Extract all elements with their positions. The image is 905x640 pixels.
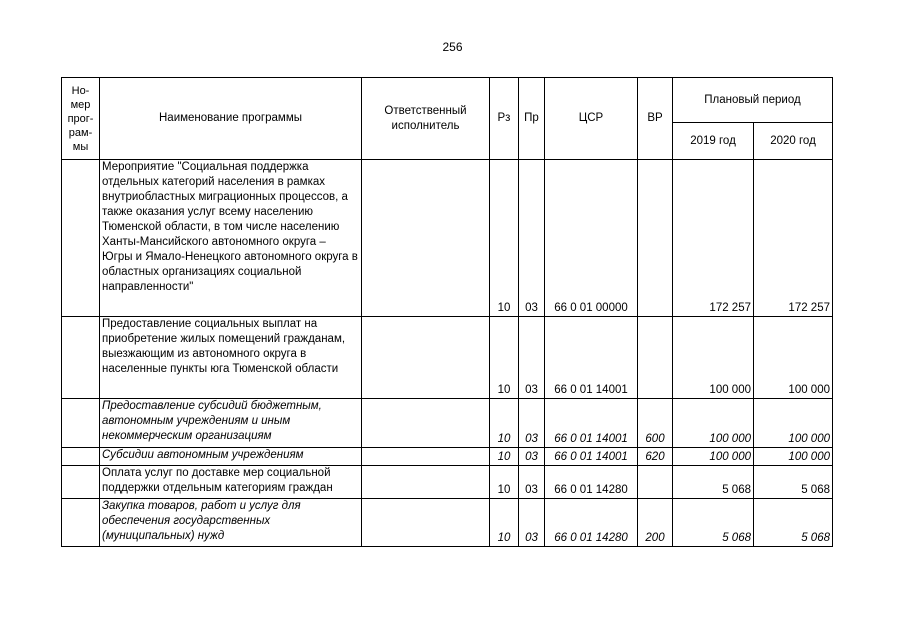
pr-cell: 03: [519, 399, 545, 448]
program-number-cell: [62, 448, 100, 466]
csr-cell: 66 0 01 14001: [545, 317, 638, 399]
pr-cell: 03: [519, 160, 545, 317]
table-row: [62, 317, 833, 399]
program-number-cell: [62, 466, 100, 499]
pr-cell: 03: [519, 317, 545, 399]
table-row: [62, 499, 833, 547]
header-program-name: Наименование программы: [100, 78, 362, 160]
vr-cell: 620: [638, 448, 673, 466]
vr-cell: [638, 466, 673, 499]
header-pr: Пр: [519, 78, 545, 160]
amount-2019: 100 000: [673, 317, 754, 399]
table-header: [62, 78, 833, 160]
vr-cell: 200: [638, 499, 673, 547]
program-name: Субсидии автономным учреждениям: [100, 448, 362, 466]
amount-2020: 5 068: [754, 499, 833, 547]
pr-cell: 03: [519, 466, 545, 499]
amount-2020: 100 000: [754, 448, 833, 466]
amount-2019: 5 068: [673, 499, 754, 547]
budget-table: [61, 77, 833, 547]
responsible-cell: [362, 317, 490, 399]
header-vr: ВР: [638, 78, 673, 160]
rz-cell: 10: [490, 399, 519, 448]
rz-cell: 10: [490, 160, 519, 317]
header-year-2020: 2020 год: [754, 123, 833, 160]
responsible-cell: [362, 399, 490, 448]
table-row: [62, 466, 833, 499]
header-year-2019: 2019 год: [673, 123, 754, 160]
header-program-number: Но- мер прог- рам- мы: [62, 78, 100, 160]
vr-cell: [638, 317, 673, 399]
csr-cell: 66 0 01 14280: [545, 466, 638, 499]
program-number-cell: [62, 499, 100, 547]
program-number-cell: [62, 399, 100, 448]
pr-cell: 03: [519, 448, 545, 466]
amount-2019: 100 000: [673, 399, 754, 448]
table-row: [62, 160, 833, 317]
csr-cell: 66 0 01 14001: [545, 399, 638, 448]
pr-cell: 03: [519, 499, 545, 547]
csr-cell: 66 0 01 14280: [545, 499, 638, 547]
rz-cell: 10: [490, 448, 519, 466]
program-name: Закупка товаров, работ и услуг для обеспечения государственных (муниципальных) нужд: [100, 499, 362, 547]
responsible-cell: [362, 448, 490, 466]
amount-2020: 100 000: [754, 399, 833, 448]
program-name: Предоставление субсидий бюджетным, автономным учреждениям и иным некоммерческим организациям: [100, 399, 362, 448]
rz-cell: 10: [490, 317, 519, 399]
amount-2020: 5 068: [754, 466, 833, 499]
program-name: Предоставление социальных выплат на приобретение жилых помещений гражданам, выезжающим из автономного округа в населенные пункты юга Тюменской области: [100, 317, 362, 399]
rz-cell: 10: [490, 466, 519, 499]
program-name: Мероприятие "Социальная поддержка отдельных категорий населения в рамках внутриобластных миграционных процессов, а также оказания услуг всему населению Тюменской области, в том числе населению Ханты-Мансийского автономного округа – Югры и Ямало-Ненецкого автономного округа в областных организациях социальной направленности": [100, 160, 362, 317]
header-planned-period: Плановый период: [673, 78, 833, 123]
amount-2020: 172 257: [754, 160, 833, 317]
vr-cell: 600: [638, 399, 673, 448]
program-number-cell: [62, 160, 100, 317]
responsible-cell: [362, 499, 490, 547]
amount-2019: 5 068: [673, 466, 754, 499]
page-number: 256: [442, 40, 463, 54]
csr-cell: 66 0 01 14001: [545, 448, 638, 466]
amount-2019: 100 000: [673, 448, 754, 466]
header-responsible: Ответственный исполнитель: [362, 78, 490, 160]
vr-cell: [638, 160, 673, 317]
header-csr: ЦСР: [545, 78, 638, 160]
program-number-cell: [62, 317, 100, 399]
responsible-cell: [362, 160, 490, 317]
amount-2019: 172 257: [673, 160, 754, 317]
responsible-cell: [362, 466, 490, 499]
rz-cell: 10: [490, 499, 519, 547]
table-row: [62, 399, 833, 448]
csr-cell: 66 0 01 00000: [545, 160, 638, 317]
program-name: Оплата услуг по доставке мер социальной поддержки отдельным категориям граждан: [100, 466, 362, 499]
table-row: [62, 448, 833, 466]
header-rz: Рз: [490, 78, 519, 160]
amount-2020: 100 000: [754, 317, 833, 399]
